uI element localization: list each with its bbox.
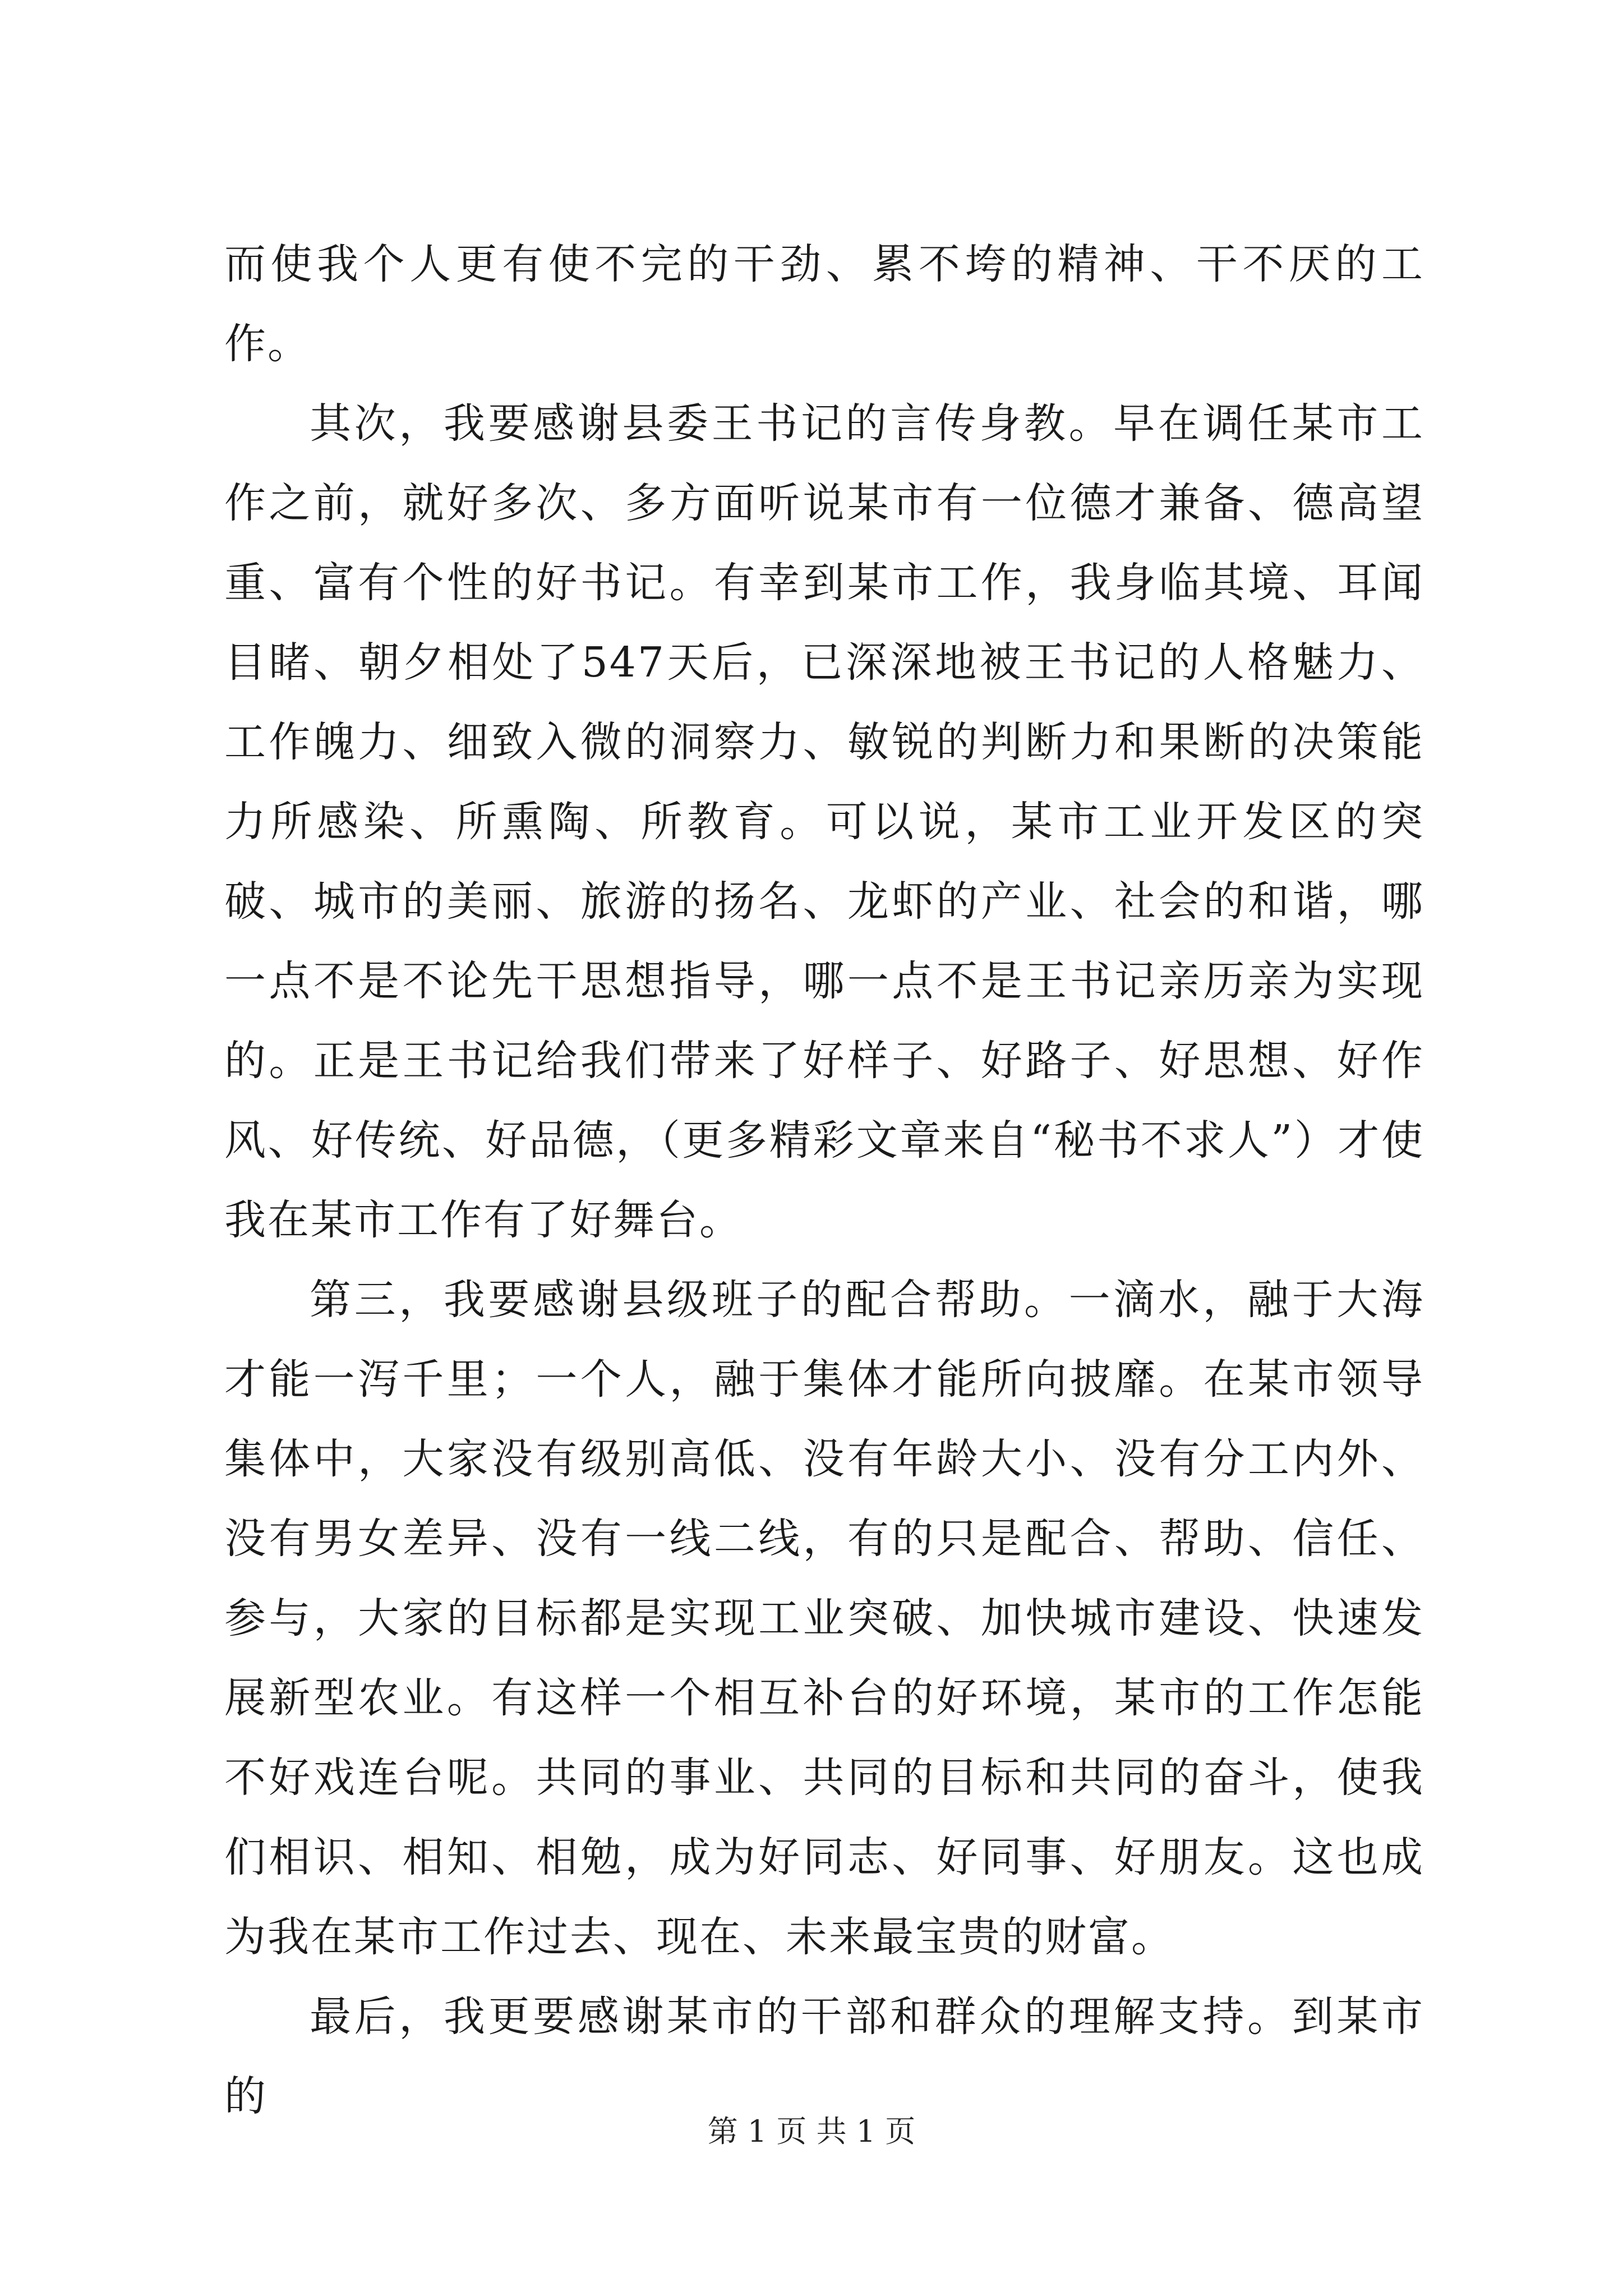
paragraph-second-thanks: 其次，我要感谢县委王书记的言传身教。早在调任某市工作之前，就好多次、多方面听说某市有一位德才兼备、德高望重、富有个性的好书记。有幸到某市工作，我身临其境、耳闻目睹、朝夕相处了547天后，已深深地被王书记的人格魅力、工作魄力、细致入微的洞察力、敏锐的判断力和果断的决策能力所感染、所熏陶、所教育。可以说，某市工业开发区的突破、城市的美丽、旅游的扬名、龙虾的产业、社会的和谐，哪一点不是不论先干思想指导，哪一点不是王书记亲历亲为实现的。正是王书记给我们带来了好样子、好路子、好思想、好作风、好传统、好品德，（更多精彩文章来自“秘书不求人”）才使我在某市工作有了好舞台。 <box>224 399 1424 1244</box>
paragraph-final-thanks: 最后，我更要感谢某市的干部和群众的理解支持。到某市的 <box>224 1993 1424 2120</box>
paragraph-continuation: 而使我个人更有使不完的干劲、累不垮的精神、干不厌的工作。 <box>224 240 1424 368</box>
body-text <box>224 224 1424 2136</box>
paragraph-third-thanks: 第三，我要感谢县级班子的配合帮助。一滴水，融于大海才能一泻千里；一个人，融于集体才能所向披靡。在某市领导集体中，大家没有级别高低、没有年龄大小、没有分工内外、没有男女差异、没有一线二线，有的只是配合、帮助、信任、参与，大家的目标都是实现工业突破、加快城市建设、快速发展新型农业。有这样一个相互补台的好环境，某市的工作怎能不好戏连台呢。共同的事业、共同的目标和共同的奋斗，使我们相识、相知、相勉，成为好同志、好同事、好朋友。这也成为我在某市工作过去、现在、未来最宝贵的财富。 <box>224 1276 1424 1961</box>
page-number-label: 第 1 页 共 1 页 <box>707 2114 916 2149</box>
page-footer <box>0 2109 1623 2154</box>
